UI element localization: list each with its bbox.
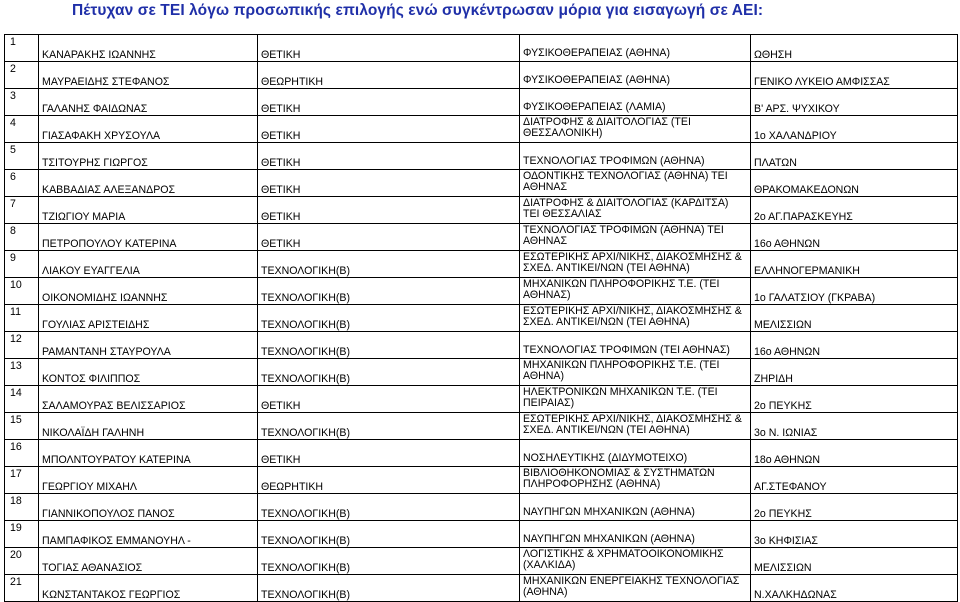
study-direction: ΤΕΧΝΟΛΟΓΙΚΗ(Β) [261, 427, 351, 439]
row-number-cell [5, 521, 39, 548]
school-name: ΓΕΝΙΚΟ ΛΥΚΕΙΟ ΑΜΦΙΣΣΑΣ [754, 76, 890, 88]
school-name-cell [751, 575, 958, 602]
study-direction: ΘΕΤΙΚΗ [261, 400, 301, 412]
row-number: 11 [10, 306, 21, 318]
department-cell [520, 386, 751, 413]
row-number-cell [5, 224, 39, 251]
table-row [5, 62, 958, 89]
student-name-cell [39, 440, 258, 467]
student-name: ΓΑΛΑΝΗΣ ΦΑΙΔΩΝΑΣ [42, 103, 148, 115]
department-cell [520, 116, 751, 143]
study-direction: ΤΕΧΝΟΛΟΓΙΚΗ(Β) [261, 265, 351, 277]
table-row [5, 143, 958, 170]
study-direction-cell [258, 278, 520, 305]
study-direction-cell [258, 575, 520, 602]
study-direction: ΤΕΧΝΟΛΟΓΙΚΗ(Β) [261, 292, 351, 304]
row-number-cell [5, 251, 39, 278]
row-number: 21 [10, 576, 22, 588]
study-direction-cell [258, 197, 520, 224]
student-name: ΤΖΙΩΓΙΟΥ ΜΑΡΙΑ [42, 211, 126, 223]
student-name-cell [39, 89, 258, 116]
row-number: 5 [10, 144, 16, 156]
student-name: ΓΙΑΣΑΦΑΚΗ ΧΡΥΣΟΥΛΑ [42, 130, 161, 142]
row-number-cell [5, 548, 39, 575]
study-direction: ΘΕΩΡΗΤΙΚΗ [261, 481, 324, 493]
student-name: ΚΑΝΑΡΑΚΗΣ ΙΩΑΝΝΗΣ [42, 49, 156, 61]
student-name: ΛΙΑΚΟΥ ΕΥΑΓΓΕΛΙΑ [42, 265, 140, 277]
student-name-cell [39, 143, 258, 170]
school-name-cell [751, 413, 958, 440]
department: ΜΗΧΑΝΙΚΩΝ ΠΛΗΡΟΦΟΡΙΚΗΣ Τ.Ε. (ΤΕΙ ΑΘΗΝΑ) [523, 359, 720, 382]
row-number: 10 [10, 279, 22, 291]
study-direction: ΤΕΧΝΟΛΟΓΙΚΗ(Β) [261, 508, 351, 520]
student-name: ΠΑΜΠΑΦΙΚΟΣ ΕΜΜΑΝΟΥΗΛ - [42, 535, 191, 547]
study-direction-cell [258, 35, 520, 62]
table-row [5, 116, 958, 143]
school-name: ΠΛΑΤΩΝ [754, 157, 797, 169]
study-direction-cell [258, 548, 520, 575]
study-direction-cell [258, 143, 520, 170]
department: ΦΥΣΙΚΟΘΕΡΑΠΕΙΑΣ (ΑΘΗΝΑ) [523, 47, 671, 59]
study-direction: ΤΕΧΝΟΛΟΓΙΚΗ(Β) [261, 319, 351, 331]
department-cell [520, 278, 751, 305]
row-number-cell [5, 170, 39, 197]
department-cell [520, 197, 751, 224]
study-direction-cell [258, 116, 520, 143]
table-row [5, 440, 958, 467]
department: ΒΙΒΛΙΟΘΗΚΟΝΟΜΙΑΣ & ΣΥΣΤΗΜΑΤΩΝ ΠΛΗΡΟΦΟΡΗΣΗΣ (ΑΘΗΝΑ) [523, 467, 715, 490]
school-name: 3ο ΚΗΦΙΣΙΑΣ [754, 535, 818, 547]
row-number: 13 [10, 360, 22, 372]
school-name: ΖΗΡΙΔΗ [754, 373, 793, 385]
student-name-cell [39, 386, 258, 413]
row-number-cell [5, 197, 39, 224]
row-number-cell [5, 116, 39, 143]
department: ΤΕΧΝΟΛΟΓΙΑΣ ΤΡΟΦΙΜΩΝ (ΑΘΗΝΑ) ΤΕΙ ΑΘΗΝΑΣ [523, 224, 724, 247]
school-name-cell [751, 251, 958, 278]
school-name: ΜΕΛΙΣΣΙΩΝ [754, 562, 812, 574]
school-name: 2ο ΠΕΥΚΗΣ [754, 400, 812, 412]
student-name-cell [39, 305, 258, 332]
student-name: ΜΑΥΡΑΕΙΔΗΣ ΣΤΕΦΑΝΟΣ [42, 76, 170, 88]
student-name-cell [39, 197, 258, 224]
student-name-cell [39, 62, 258, 89]
department-cell [520, 440, 751, 467]
study-direction: ΤΕΧΝΟΛΟΓΙΚΗ(Β) [261, 589, 351, 601]
row-number-cell [5, 440, 39, 467]
department-cell [520, 224, 751, 251]
department: ΝΑΥΠΗΓΩΝ ΜΗΧΑΝΙΚΩΝ (ΑΘΗΝΑ) [523, 533, 695, 545]
student-name: ΚΩΝΣΤΑΝΤΑΚΟΣ ΓΕΩΡΓΙΟΣ [42, 589, 181, 601]
row-number: 9 [10, 252, 16, 264]
department-cell [520, 332, 751, 359]
school-name-cell [751, 386, 958, 413]
school-name-cell [751, 521, 958, 548]
student-name: ΓΟΥΛΙΑΣ ΑΡΙΣΤΕΙΔΗΣ [42, 319, 150, 331]
row-number-cell [5, 143, 39, 170]
department: ΜΗΧΑΝΙΚΩΝ ΠΛΗΡΟΦΟΡΙΚΗΣ Τ.Ε. (ΤΕΙ ΑΘΗΝΑΣ) [523, 278, 720, 301]
department: ΔΙΑΤΡΟΦΗΣ & ΔΙΑΙΤΟΛΟΓΙΑΣ (ΚΑΡΔΙΤΣΑ) ΤΕΙ ΘΕΣΣΑΛΙΑΣ [523, 197, 729, 220]
department-cell [520, 143, 751, 170]
student-name: ΟΙΚΟΝΟΜΙΔΗΣ ΙΩΑΝΝΗΣ [42, 292, 168, 304]
table-row [5, 89, 958, 116]
school-name-cell [751, 359, 958, 386]
school-name: ΘΡΑΚΟΜΑΚΕΔΟΝΩΝ [754, 184, 859, 196]
table-row [5, 575, 958, 602]
department: ΛΟΓΙΣΤΙΚΗΣ & ΧΡΗΜΑΤΟΟΙΚΟΝΟΜΙΚΗΣ (ΧΑΛΚΙΔΑ) [523, 548, 724, 571]
study-direction: ΘΕΤΙΚΗ [261, 157, 301, 169]
department: ΝΑΥΠΗΓΩΝ ΜΗΧΑΝΙΚΩΝ (ΑΘΗΝΑ) [523, 506, 695, 518]
table-row [5, 386, 958, 413]
school-name-cell [751, 89, 958, 116]
study-direction: ΘΕΩΡΗΤΙΚΗ [261, 76, 324, 88]
row-number-cell [5, 332, 39, 359]
study-direction: ΘΕΤΙΚΗ [261, 454, 301, 466]
student-name-cell [39, 467, 258, 494]
student-name-cell [39, 224, 258, 251]
student-name: ΠΕΤΡΟΠΟΥΛΟΥ ΚΑΤΕΡΙΝΑ [42, 238, 177, 250]
student-name: ΚΟΝΤΟΣ ΦΙΛΙΠΠΟΣ [42, 373, 141, 385]
row-number-cell [5, 575, 39, 602]
table-row [5, 278, 958, 305]
department-cell [520, 35, 751, 62]
row-number-cell [5, 494, 39, 521]
table-row [5, 224, 958, 251]
student-name-cell [39, 413, 258, 440]
department: ΜΗΧΑΝΙΚΩΝ ΕΝΕΡΓΕΙΑΚΗΣ ΤΕΧΝΟΛΟΓΙΑΣ (ΑΘΗΝΑ) [523, 575, 740, 598]
page-title: Πέτυχαν σε ΤΕΙ λόγω προσωπικής επιλογής ενώ συγκέντρωσαν μόρια για εισαγωγή σε ΑΕΙ: [72, 2, 764, 19]
department-cell [520, 548, 751, 575]
table-row [5, 35, 958, 62]
department-cell [520, 359, 751, 386]
row-number: 4 [10, 117, 16, 129]
table-row [5, 332, 958, 359]
department-cell [520, 467, 751, 494]
table-row [5, 413, 958, 440]
student-name-cell [39, 359, 258, 386]
department: ΔΙΑΤΡΟΦΗΣ & ΔΙΑΙΤΟΛΟΓΙΑΣ (ΤΕΙ ΘΕΣΣΑΛΟΝΙΚΗ) [523, 116, 691, 139]
department-cell [520, 521, 751, 548]
row-number: 17 [10, 468, 22, 480]
table-row [5, 521, 958, 548]
study-direction-cell [258, 332, 520, 359]
student-name: ΚΑΒΒΑΔΙΑΣ ΑΛΕΞΑΝΔΡΟΣ [42, 184, 176, 196]
student-name: ΝΙΚΟΛΑΪΔΗ ΓΑΛΗΝΗ [42, 427, 145, 439]
department-cell [520, 62, 751, 89]
study-direction-cell [258, 386, 520, 413]
school-name: ΩΘΗΣΗ [754, 49, 793, 61]
school-name-cell [751, 143, 958, 170]
table-row [5, 467, 958, 494]
study-direction: ΤΕΧΝΟΛΟΓΙΚΗ(Β) [261, 346, 351, 358]
student-name-cell [39, 116, 258, 143]
school-name-cell [751, 332, 958, 359]
student-name-cell [39, 35, 258, 62]
department-cell [520, 89, 751, 116]
department: ΤΕΧΝΟΛΟΓΙΑΣ ΤΡΟΦΙΜΩΝ (ΤΕΙ ΑΘΗΝΑΣ) [523, 344, 730, 356]
school-name: Β' ΑΡΣ. ΨΥΧΙΚΟΥ [754, 103, 840, 115]
study-direction-cell [258, 89, 520, 116]
department-cell [520, 305, 751, 332]
row-number: 6 [10, 171, 16, 183]
school-name: ΜΕΛΙΣΣΙΩΝ [754, 319, 812, 331]
department-cell [520, 251, 751, 278]
school-name-cell [751, 440, 958, 467]
row-number-cell [5, 413, 39, 440]
table-row [5, 170, 958, 197]
row-number: 15 [10, 414, 22, 426]
study-direction: ΘΕΤΙΚΗ [261, 49, 301, 61]
study-direction: ΤΕΧΝΟΛΟΓΙΚΗ(Β) [261, 562, 351, 574]
table-row [5, 251, 958, 278]
row-number: 16 [10, 441, 22, 453]
student-name-cell [39, 575, 258, 602]
row-number-cell [5, 467, 39, 494]
row-number: 12 [10, 333, 22, 345]
study-direction-cell [258, 413, 520, 440]
school-name-cell [751, 35, 958, 62]
study-direction-cell [258, 521, 520, 548]
student-name: ΣΑΛΑΜΟΥΡΑΣ ΒΕΛΙΣΣΑΡΙΟΣ [42, 400, 186, 412]
department-cell [520, 413, 751, 440]
school-name-cell [751, 467, 958, 494]
department-cell [520, 575, 751, 602]
student-name: ΤΟΓΙΑΣ ΑΘΑΝΑΣΙΟΣ [42, 562, 143, 574]
student-name: ΜΠΟΛΝΤΟΥΡΑΤΟΥ ΚΑΤΕΡΙΝΑ [42, 454, 191, 466]
school-name: 2ο ΑΓ.ΠΑΡΑΣΚΕΥΗΣ [754, 211, 853, 223]
row-number: 14 [10, 387, 22, 399]
student-name: ΤΣΙΤΟΥΡΗΣ ΓΙΩΡΓΟΣ [42, 157, 148, 169]
school-name: 1ο ΓΑΛΑΤΣΙΟΥ (ΓΚΡΑΒΑ) [754, 292, 876, 304]
row-number-cell [5, 89, 39, 116]
school-name-cell [751, 62, 958, 89]
study-direction-cell [258, 305, 520, 332]
row-number: 19 [10, 522, 22, 534]
school-name: Ν.ΧΑΛΚΗΔΩΝΑΣ [754, 589, 837, 601]
row-number: 7 [10, 198, 16, 210]
department-cell [520, 170, 751, 197]
school-name: 16ο ΑΘΗΝΩΝ [754, 346, 820, 358]
department: ΕΣΩΤΕΡΙΚΗΣ ΑΡΧΙ/ΝΙΚΗΣ, ΔΙΑΚΟΣΜΗΣΗΣ & ΣΧΕΔ. ΑΝΤΙΚΕΙ/ΝΩΝ (ΤΕΙ ΑΘΗΝΑ) [523, 251, 742, 274]
school-name-cell [751, 278, 958, 305]
student-name-cell [39, 494, 258, 521]
row-number: 1 [10, 36, 16, 48]
row-number-cell [5, 359, 39, 386]
student-name-cell [39, 521, 258, 548]
study-direction-cell [258, 62, 520, 89]
row-number-cell [5, 386, 39, 413]
study-direction-cell [258, 494, 520, 521]
school-name: 18ο ΑΘΗΝΩΝ [754, 454, 820, 466]
department: ΦΥΣΙΚΟΘΕΡΑΠΕΙΑΣ (ΑΘΗΝΑ) [523, 74, 671, 86]
school-name-cell [751, 548, 958, 575]
department: ΦΥΣΙΚΟΘΕΡΑΠΕΙΑΣ (ΛΑΜΙΑ) [523, 101, 666, 113]
row-number-cell [5, 305, 39, 332]
study-direction-cell [258, 467, 520, 494]
study-direction: ΘΕΤΙΚΗ [261, 211, 301, 223]
study-direction-cell [258, 440, 520, 467]
study-direction-cell [258, 224, 520, 251]
row-number: 2 [10, 63, 16, 75]
student-name-cell [39, 251, 258, 278]
school-name: 3ο Ν. ΙΩΝΙΑΣ [754, 427, 818, 439]
school-name: 16ο ΑΘΗΝΩΝ [754, 238, 820, 250]
study-direction-cell [258, 359, 520, 386]
school-name-cell [751, 197, 958, 224]
student-name-cell [39, 332, 258, 359]
table-row [5, 305, 958, 332]
results-table-body [5, 35, 958, 602]
row-number-cell [5, 35, 39, 62]
school-name-cell [751, 170, 958, 197]
school-name: 1ο ΧΑΛΑΝΔΡΙΟΥ [754, 130, 837, 142]
row-number: 20 [10, 549, 22, 561]
study-direction: ΤΕΧΝΟΛΟΓΙΚΗ(Β) [261, 535, 351, 547]
study-direction: ΘΕΤΙΚΗ [261, 103, 301, 115]
department-cell [520, 494, 751, 521]
school-name-cell [751, 224, 958, 251]
study-direction-cell [258, 170, 520, 197]
student-name-cell [39, 278, 258, 305]
row-number-cell [5, 62, 39, 89]
results-table [4, 34, 958, 602]
department: ΕΣΩΤΕΡΙΚΗΣ ΑΡΧΙ/ΝΙΚΗΣ, ΔΙΑΚΟΣΜΗΣΗΣ & ΣΧΕΔ. ΑΝΤΙΚΕΙ/ΝΩΝ (ΤΕΙ ΑΘΗΝΑ) [523, 413, 742, 436]
school-name-cell [751, 116, 958, 143]
study-direction: ΤΕΧΝΟΛΟΓΙΚΗ(Β) [261, 373, 351, 385]
department: ΕΣΩΤΕΡΙΚΗΣ ΑΡΧΙ/ΝΙΚΗΣ, ΔΙΑΚΟΣΜΗΣΗΣ & ΣΧΕΔ. ΑΝΤΙΚΕΙ/ΝΩΝ (ΤΕΙ ΑΘΗΝΑ) [523, 305, 742, 328]
study-direction: ΘΕΤΙΚΗ [261, 130, 301, 142]
row-number: 3 [10, 90, 16, 102]
school-name-cell [751, 305, 958, 332]
study-direction: ΘΕΤΙΚΗ [261, 238, 301, 250]
table-row [5, 359, 958, 386]
table-row [5, 548, 958, 575]
row-number: 8 [10, 225, 16, 237]
department: ΤΕΧΝΟΛΟΓΙΑΣ ΤΡΟΦΙΜΩΝ (ΑΘΗΝΑ) [523, 155, 705, 167]
school-name: ΕΛΛΗΝΟΓΕΡΜΑΝΙΚΗ [754, 265, 860, 277]
student-name: ΓΕΩΡΓΙΟΥ ΜΙΧΑΗΛ [42, 481, 138, 493]
row-number-cell [5, 278, 39, 305]
row-number: 18 [10, 495, 22, 507]
school-name: ΑΓ.ΣΤΕΦΑΝΟΥ [754, 481, 827, 493]
school-name-cell [751, 494, 958, 521]
student-name-cell [39, 170, 258, 197]
department: ΗΛΕΚΤΡΟΝΙΚΩΝ ΜΗΧΑΝΙΚΩΝ Τ.Ε. (ΤΕΙ ΠΕΙΡΑΙΑΣ) [523, 386, 718, 409]
department: ΟΔΟΝΤΙΚΗΣ ΤΕΧΝΟΛΟΓΙΑΣ (ΑΘΗΝΑ) ΤΕΙ ΑΘΗΝΑΣ [523, 170, 728, 193]
study-direction-cell [258, 251, 520, 278]
department: ΝΟΣΗΛΕΥΤΙΚΗΣ (ΔΙΔΥΜΟΤΕΙΧΟ) [523, 452, 688, 464]
study-direction: ΘΕΤΙΚΗ [261, 184, 301, 196]
school-name: 2ο ΠΕΥΚΗΣ [754, 508, 812, 520]
table-row [5, 494, 958, 521]
student-name-cell [39, 548, 258, 575]
student-name: ΓΙΑΝΝΙΚΟΠΟΥΛΟΣ ΠΑΝΟΣ [42, 508, 175, 520]
table-row [5, 197, 958, 224]
student-name: ΡΑΜΑΝΤΑΝΗ ΣΤΑΥΡΟΥΛΑ [42, 346, 171, 358]
